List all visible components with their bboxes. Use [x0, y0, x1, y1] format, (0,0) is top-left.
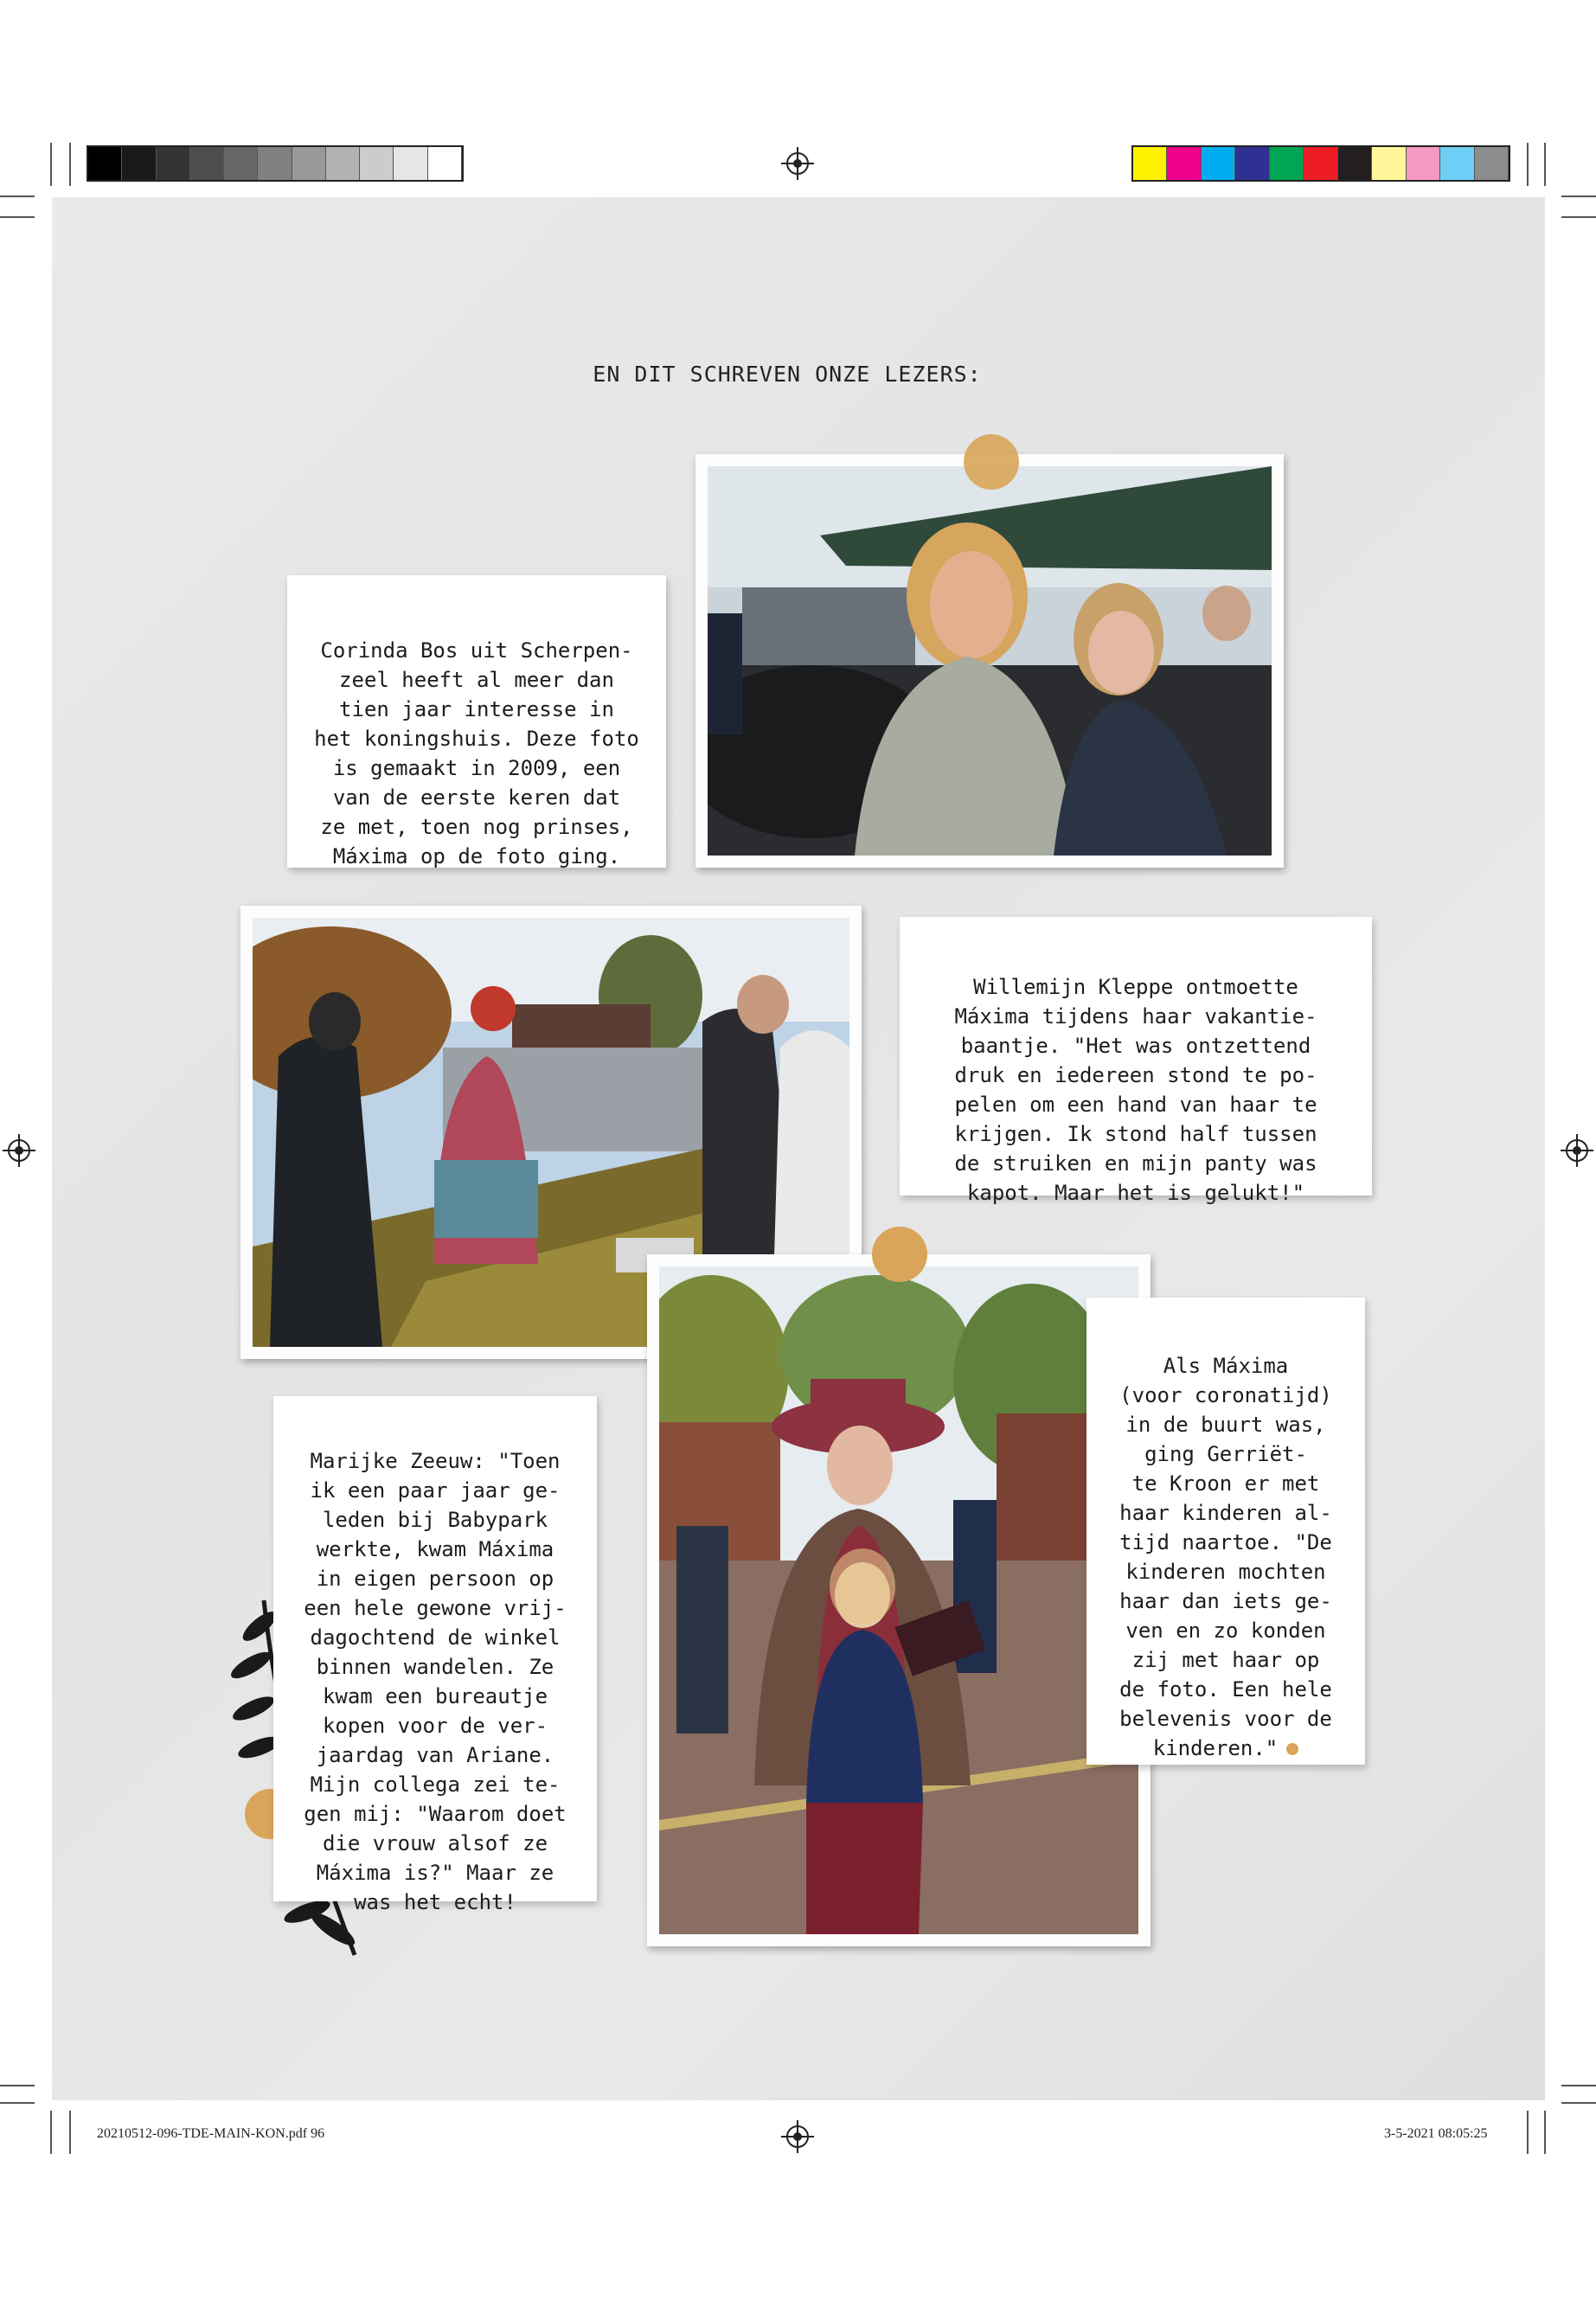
registration-mark-icon: [786, 2125, 809, 2148]
crop-mark: [1544, 143, 1546, 186]
registration-mark-icon: [786, 152, 809, 175]
photo-corinda-maxima: [695, 454, 1284, 868]
color-swatch: [1202, 147, 1235, 180]
crop-mark: [69, 143, 71, 186]
crop-mark: [1544, 2111, 1546, 2154]
crop-mark: [1561, 216, 1596, 218]
color-swatch: [1167, 147, 1201, 180]
crop-mark: [1561, 195, 1596, 197]
color-swatch: [292, 147, 326, 180]
letter-willemijn: [900, 917, 1372, 1205]
color-swatch: [88, 147, 122, 180]
letter-marijke: [273, 1396, 597, 1914]
registration-mark-icon: [1566, 1139, 1588, 1162]
color-swatch: [1338, 147, 1372, 180]
registration-mark-icon: [8, 1139, 30, 1162]
letter-text: Marijke Zeeuw: "Toen ik een paar jaar ge- leden bij Babypark werkte, kwam Máxima in eigen persoon op een hele gewone vrij- dagochtend de winkel binnen wandelen. Ze kwam een bureautje kopen voor de ver- jaardag van Ariane. Mijn collega zei te- gen mij: "Waarom doet die vrouw alsof ze Máxima is?" Maar ze was het echt!: [304, 1449, 567, 1914]
color-calibration-bar: [1131, 145, 1510, 182]
letter-text: Als Máxima (voor coronatijd) in de buurt was, ging Gerriët- te Kroon er met haar kinderen al- tijd naartoe. "De kinderen mochten haar dan iets ge- ven en zo konden zij met haar op de foto. Een hele belevenis voor de kinderen.": [1119, 1354, 1332, 1760]
crop-mark: [50, 143, 52, 186]
grayscale-calibration-bar: [87, 145, 464, 182]
photo-gerriette-kinderen: [647, 1254, 1151, 1946]
letter-text: Willemijn Kleppe ontmoette Máxima tijdens haar vakantie- baantje. "Het was ontzettend druk en iedereen stond te po- pelen om een hand van haar te krijgen. Ik stond half tussen de struiken en mijn panty was kapot. Maar het is gelukt!": [954, 975, 1317, 1205]
file-slug: 20210512-096-TDE-MAIN-KON.pdf 96: [97, 2126, 325, 2141]
crop-mark: [0, 195, 35, 197]
accent-dot: [1286, 1743, 1298, 1755]
color-swatch: [224, 147, 258, 180]
accent-dot: [964, 434, 1019, 490]
color-swatch: [1440, 147, 1474, 180]
crop-mark: [0, 216, 35, 218]
crop-mark: [1527, 2111, 1529, 2154]
crop-mark: [1561, 2102, 1596, 2104]
print-date: 3-5-2021 08:05:25: [1384, 2126, 1488, 2141]
color-swatch: [1235, 147, 1269, 180]
color-swatch: [157, 147, 190, 180]
letter-text: Corinda Bos uit Scherpen- zeel heeft al meer dan tien jaar interesse in het koningshuis. Deze foto is gemaakt in 2009, een van de eerste keren dat ze met, toen nog prinses, Máxima op de foto ging.: [314, 638, 639, 868]
crop-mark: [1561, 2085, 1596, 2086]
color-swatch: [258, 147, 292, 180]
color-swatch: [1407, 147, 1440, 180]
letter-gerriette: [1086, 1298, 1365, 1765]
crop-mark: [1527, 143, 1529, 186]
crop-mark: [0, 2102, 35, 2104]
color-swatch: [190, 147, 224, 180]
color-swatch: [360, 147, 394, 180]
accent-dot: [872, 1227, 927, 1282]
color-swatch: [1475, 147, 1509, 180]
crop-mark: [50, 2111, 52, 2154]
color-swatch: [1133, 147, 1167, 180]
color-swatch: [122, 147, 156, 180]
letter-corinda: [287, 575, 666, 868]
color-swatch: [428, 147, 462, 180]
color-swatch: [1304, 147, 1337, 180]
color-swatch: [1270, 147, 1304, 180]
crop-mark: [0, 2085, 35, 2086]
crop-mark: [69, 2111, 71, 2154]
page-title: EN DIT SCHREVEN ONZE LEZERS:: [593, 362, 982, 387]
color-swatch: [1372, 147, 1406, 180]
color-swatch: [326, 147, 360, 180]
color-swatch: [394, 147, 427, 180]
